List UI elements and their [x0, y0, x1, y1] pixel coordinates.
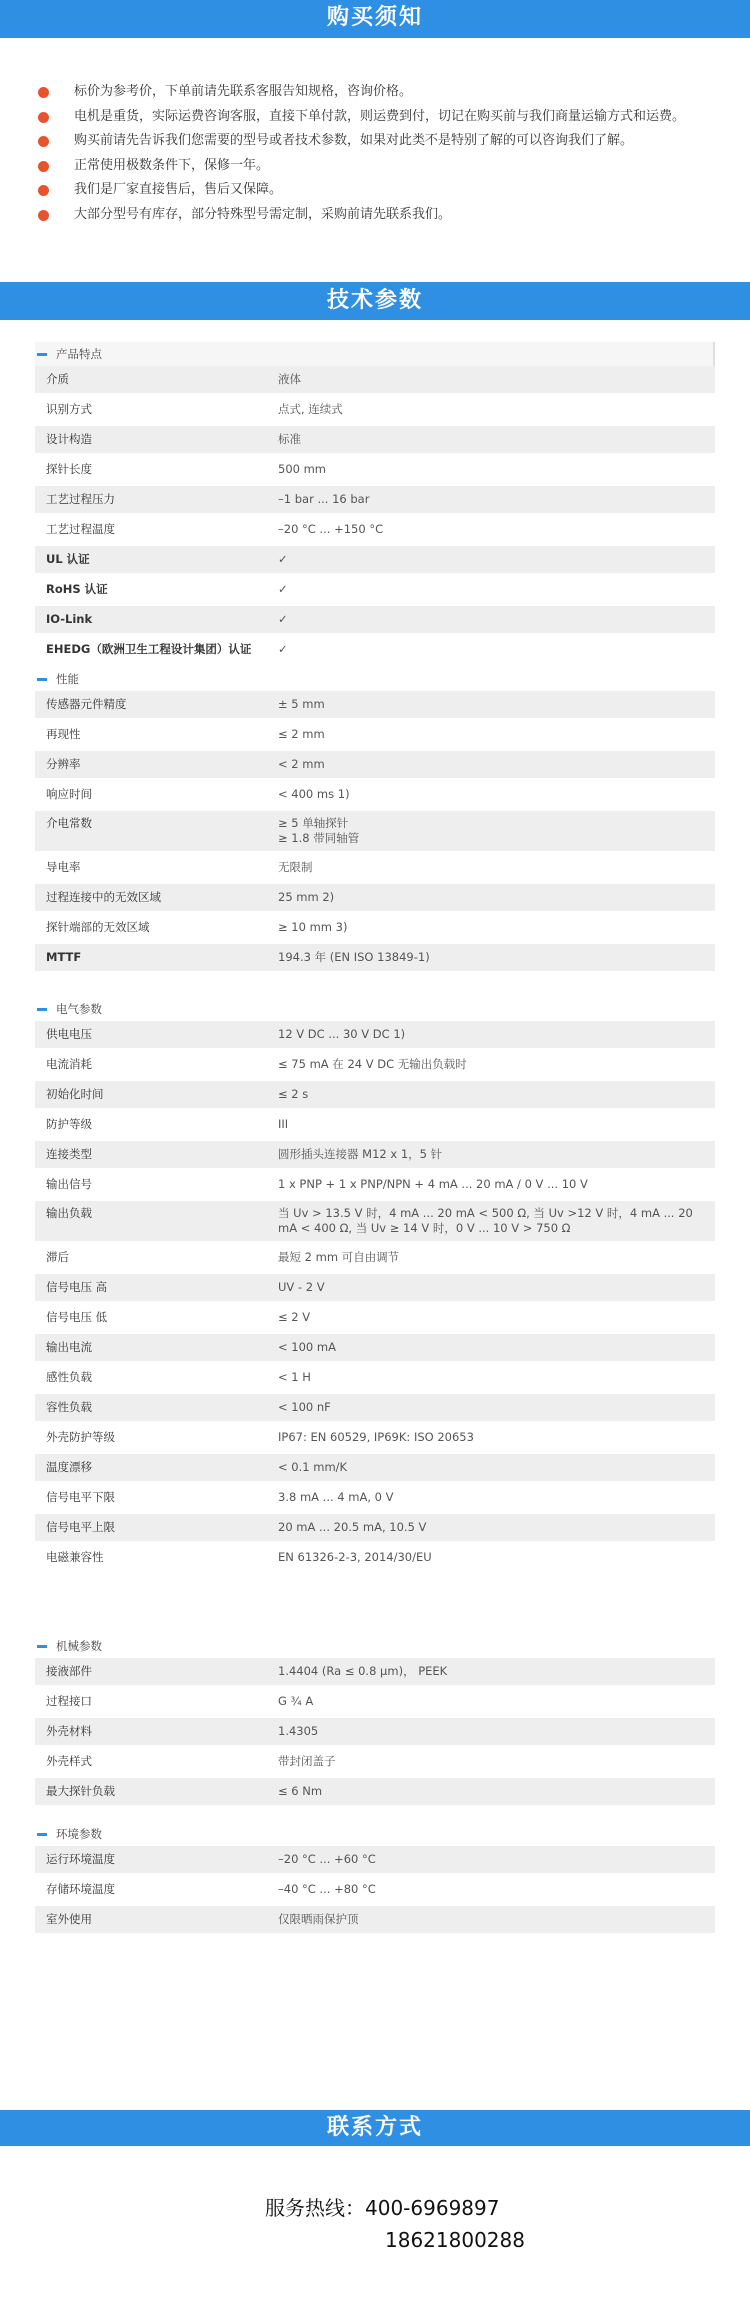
spec-row: [35, 1081, 715, 1108]
spec-key: 外壳样式: [46, 1754, 92, 1768]
spec-value-line: ± 5 mm: [278, 697, 325, 711]
spec-key: UL 认证: [46, 552, 90, 566]
spec-value: [278, 1484, 715, 1511]
spec-value: [278, 1514, 715, 1541]
spec-value: [278, 1201, 715, 1241]
spec-row: [35, 914, 715, 941]
hotline: [265, 2192, 499, 2221]
spec-value: [278, 781, 715, 808]
spec-row: [35, 1051, 715, 1078]
spec-value: [278, 884, 715, 911]
spec-value: [278, 1424, 715, 1451]
spec-row: [35, 396, 715, 423]
spec-row: [35, 1778, 715, 1805]
spec-value-line: 1.4305: [278, 1724, 319, 1738]
spec-value-line: 点式, 连续式: [278, 402, 343, 416]
spec-row: [35, 1484, 715, 1511]
spec-row: [35, 1424, 715, 1451]
spec-value-line: UV - 2 V: [278, 1280, 325, 1294]
spec-row: [35, 636, 715, 663]
spec-row: [35, 546, 715, 573]
spec-row: [35, 1021, 715, 1048]
spec-key: 感性负载: [46, 1370, 92, 1384]
spec-value-line: 仅限晒雨保护顶: [278, 1912, 359, 1926]
spec-row: [35, 576, 715, 603]
spec-row: [35, 1141, 715, 1168]
spec-value: [278, 1081, 715, 1108]
spec-value-line: 液体: [278, 372, 301, 386]
notice-item: [38, 154, 738, 179]
spec-key: 过程连接中的无效区域: [46, 890, 161, 904]
notice-item: [38, 178, 738, 203]
spec-value-line: –20 °C ... +150 °C: [278, 522, 384, 536]
phone-number-1: 400-6969897: [365, 2196, 500, 2220]
spec-row: [35, 944, 715, 971]
spec-row: [35, 721, 715, 748]
spec-row: [35, 1748, 715, 1775]
spec-value-line: ✓: [278, 582, 288, 596]
spec-value-line: ≤ 75 mA 在 24 V DC 无输出负载时: [278, 1057, 467, 1071]
spec-key: 工艺过程压力: [46, 492, 115, 506]
spec-value-line: 12 V DC ... 30 V DC 1): [278, 1027, 406, 1041]
section-performance: [35, 667, 715, 974]
spec-row: [35, 1111, 715, 1138]
spec-row: [35, 1906, 715, 1933]
spec-key: 介质: [46, 372, 69, 386]
spec-value-line: 圆形插头连接器 M12 x 1，5 针: [278, 1147, 443, 1161]
spec-value-line: 带封闭盖子: [278, 1754, 336, 1768]
spec-value: [278, 751, 715, 778]
spec-value-line: < 1 H: [278, 1370, 311, 1384]
notice-text: 标价为参考价，下单前请先联系客服告知规格，咨询价格。: [74, 84, 413, 99]
dash-icon: [37, 678, 47, 681]
spec-value-line: 25 mm 2): [278, 890, 335, 904]
spec-value-line: ≤ 6 Nm: [278, 1784, 323, 1798]
spec-key: MTTF: [46, 950, 82, 964]
spec-value-line: ✓: [278, 552, 288, 566]
bullet-dot-icon: [38, 112, 49, 123]
specs-banner: [0, 282, 750, 320]
notice-list: [38, 80, 738, 227]
spec-key: 最大探针负载: [46, 1784, 115, 1798]
spec-value-line: ✓: [278, 612, 288, 626]
spec-key: 介电常数: [46, 816, 92, 830]
spec-row: [35, 884, 715, 911]
spec-key: 滞后: [46, 1250, 69, 1264]
spec-key: 响应时间: [46, 787, 92, 801]
section-heading: [35, 1822, 715, 1846]
spec-value-line: EN 61326-2-3, 2014/30/EU: [278, 1550, 432, 1564]
section-title: 性能: [56, 672, 79, 686]
section-features: [35, 342, 715, 666]
notice-text: 正常使用极数条件下，保修一年。: [74, 157, 270, 173]
spec-row: [35, 751, 715, 778]
spec-value: [278, 691, 715, 718]
spec-value-line: ≥ 5 单轴探针: [278, 816, 349, 830]
spec-key: 设计构造: [46, 432, 92, 446]
spec-value-line: < 100 nF: [278, 1400, 331, 1414]
spec-row: [35, 1658, 715, 1685]
spec-value-line: ≥ 10 mm 3): [278, 920, 348, 934]
spec-row: [35, 1514, 715, 1541]
spec-row: [35, 1364, 715, 1391]
spec-value-line: 500 mm: [278, 462, 327, 476]
spec-value: [278, 1846, 715, 1873]
spec-row: [35, 1304, 715, 1331]
section-heading: [35, 342, 715, 366]
spec-value: [278, 1051, 715, 1078]
spec-key: 识别方式: [46, 402, 92, 416]
spec-value-line: –1 bar ... 16 bar: [278, 492, 370, 506]
spec-value-line: < 2 mm: [278, 757, 325, 771]
spec-value-line: III: [278, 1117, 289, 1131]
spec-row: [35, 691, 715, 718]
banner-title: 技术参数: [326, 288, 423, 313]
bullet-dot-icon: [38, 161, 49, 172]
spec-key: 室外使用: [46, 1912, 92, 1926]
spec-value: [278, 1334, 715, 1361]
spec-value: [278, 854, 715, 881]
spec-key: 温度漂移: [46, 1460, 92, 1474]
spec-value: [278, 636, 715, 663]
spec-value: [278, 366, 715, 393]
spec-value-line: 1.4404 (Ra ≤ 0.8 μm)， PEEK: [278, 1664, 448, 1678]
spec-row: [35, 486, 715, 513]
hotline-label: 服务热线：: [265, 2196, 365, 2220]
spec-row: [35, 1876, 715, 1903]
section-heading: [35, 997, 715, 1021]
spec-key: 输出负载: [46, 1206, 92, 1220]
spec-key: 容性负载: [46, 1400, 92, 1414]
spec-row: [35, 426, 715, 453]
spec-key: 传感器元件精度: [46, 697, 127, 711]
spec-value: [278, 1718, 715, 1745]
spec-key: 电磁兼容性: [46, 1550, 104, 1564]
spec-value: [278, 1876, 715, 1903]
section-mechanical: [35, 1634, 715, 1808]
spec-value: [278, 486, 715, 513]
spec-key: 探针长度: [46, 462, 92, 476]
spec-value-line: mA < 400 Ω, 当 Uv ≥ 14 V 时，0 V ... 10 V > 750 Ω: [278, 1221, 571, 1235]
phone-number-2: 18621800288: [385, 2228, 525, 2252]
spec-value-line: –40 °C ... +80 °C: [278, 1882, 376, 1896]
contact-banner: [0, 2110, 750, 2146]
spec-row: [35, 1334, 715, 1361]
spec-key: 导电率: [46, 860, 81, 874]
spec-value-line: ≤ 2 mm: [278, 727, 325, 741]
spec-value-line: 无限制: [278, 860, 313, 874]
spec-row: [35, 1718, 715, 1745]
spec-key: 信号电平上限: [46, 1520, 115, 1534]
notice-item: [38, 203, 738, 228]
spec-key: 防护等级: [46, 1117, 92, 1131]
spec-value-line: –20 °C ... +60 °C: [278, 1852, 376, 1866]
spec-row: [35, 1846, 715, 1873]
dash-icon: [37, 1645, 47, 1648]
spec-value-line: ✓: [278, 642, 288, 656]
spec-key: 初始化时间: [46, 1087, 104, 1101]
spec-value: [278, 606, 715, 633]
spec-row: [35, 1394, 715, 1421]
spec-key: 外壳防护等级: [46, 1430, 115, 1444]
spec-value-line: ≥ 1.8 带同轴管: [278, 831, 360, 845]
notice-text: 电机是重货，实际运费咨询客服，直接下单付款，则运费到付，切记在购买前与我们商量运输方式和运费。: [74, 108, 686, 124]
bullet-dot-icon: [38, 136, 49, 147]
banner-title: 联系方式: [326, 2115, 423, 2140]
spec-key: 电流消耗: [46, 1057, 92, 1071]
bullet-dot-icon: [38, 87, 49, 98]
spec-key: 供电电压: [46, 1027, 92, 1041]
spec-key: RoHS 认证: [46, 582, 108, 596]
section-title: 环境参数: [56, 1827, 102, 1841]
spec-key: 再现性: [46, 727, 81, 741]
section-heading: [35, 667, 715, 691]
spec-key: 输出电流: [46, 1340, 92, 1354]
spec-key: 信号电压 高: [46, 1280, 108, 1294]
spec-row: [35, 606, 715, 633]
spec-value-line: 1 x PNP + 1 x PNP/NPN + 4 mA ... 20 mA / 0 V ... 10 V: [278, 1177, 588, 1191]
spec-row: [35, 781, 715, 808]
section-electrical: [35, 997, 715, 1574]
spec-value-line: IP67: EN 60529, IP69K: ISO 20653: [278, 1430, 474, 1444]
spec-value-line: 194.3 年 (EN ISO 13849-1): [278, 950, 430, 964]
notice-item: [38, 129, 738, 154]
spec-key: 运行环境温度: [46, 1852, 115, 1866]
spec-value: [278, 1171, 715, 1198]
spec-value: [278, 396, 715, 423]
spec-value: [278, 1454, 715, 1481]
spec-value: [278, 456, 715, 483]
spec-row: [35, 516, 715, 543]
spec-key: 输出信号: [46, 1177, 92, 1191]
spec-row: [35, 1454, 715, 1481]
spec-value: [278, 721, 715, 748]
spec-row: [35, 1244, 715, 1271]
section-environment: [35, 1822, 715, 1936]
spec-value: [278, 914, 715, 941]
spec-value: [278, 1111, 715, 1138]
bullet-dot-icon: [38, 210, 49, 221]
spec-value-line: < 0.1 mm/K: [278, 1460, 348, 1474]
spec-row: [35, 1201, 715, 1241]
spec-value-line: < 400 ms 1): [278, 787, 350, 801]
spec-key: 接液部件: [46, 1664, 92, 1678]
section-title: 机械参数: [56, 1639, 102, 1653]
spec-key: 连接类型: [46, 1147, 92, 1161]
spec-key: 信号电平下限: [46, 1490, 115, 1504]
spec-value: [278, 546, 715, 573]
spec-key: 工艺过程温度: [46, 522, 115, 536]
spec-value-line: < 100 mA: [278, 1340, 336, 1354]
spec-value: [278, 1748, 715, 1775]
spec-value-line: 标准: [278, 432, 301, 446]
spec-value-line: G ¾ A: [278, 1694, 314, 1708]
section-title: 电气参数: [56, 1002, 102, 1016]
spec-key: 信号电压 低: [46, 1310, 108, 1324]
banner-title: 购买须知: [326, 5, 423, 30]
spec-value-line: 20 mA ... 20.5 mA, 10.5 V: [278, 1520, 427, 1534]
spec-value: [278, 1658, 715, 1685]
spec-value-line: 3.8 mA ... 4 mA, 0 V: [278, 1490, 394, 1504]
spec-value: [278, 944, 715, 971]
spec-key: 过程接口: [46, 1694, 92, 1708]
spec-row: [35, 854, 715, 881]
spec-value: [278, 1244, 715, 1271]
spec-value: [278, 1364, 715, 1391]
spec-row: [35, 1544, 715, 1571]
spec-value-line: ≤ 2 s: [278, 1087, 309, 1101]
spec-value-line: ≤ 2 V: [278, 1310, 311, 1324]
spec-value-line: 当 Uv > 13.5 V 时，4 mA ... 20 mA < 500 Ω, 当 Uv >12 V 时，4 mA ... 20: [278, 1206, 693, 1220]
spec-value: [278, 1274, 715, 1301]
spec-key: 探针端部的无效区域: [46, 920, 150, 934]
spec-value: [278, 1688, 715, 1715]
dash-icon: [37, 353, 47, 356]
section-heading: [35, 1634, 715, 1658]
spec-value: [278, 1141, 715, 1168]
notice-item: [38, 105, 738, 130]
notice-text: 大部分型号有库存，部分特殊型号需定制，采购前请先联系我们。: [74, 206, 452, 222]
spec-value: [278, 1021, 715, 1048]
bullet-dot-icon: [38, 185, 49, 196]
spec-key: 分辨率: [46, 757, 81, 771]
spec-value: [278, 1544, 715, 1571]
spec-value: [278, 576, 715, 603]
notice-item: [38, 80, 738, 105]
spec-value-line: 最短 2 mm 可自由调节: [278, 1250, 400, 1264]
spec-key: 存储环境温度: [46, 1882, 115, 1896]
spec-value: [278, 811, 715, 851]
spec-key: EHEDG（欧洲卫生工程设计集团）认证: [46, 642, 252, 656]
spec-row: [35, 811, 715, 851]
notice-text: 购买前请先告诉我们您需要的型号或者技术参数，如果对此类不是特别了解的可以咨询我们了解。: [74, 133, 634, 148]
spec-row: [35, 456, 715, 483]
spec-value: [278, 1778, 715, 1805]
dash-icon: [37, 1008, 47, 1011]
spec-row: [35, 366, 715, 393]
spec-value: [278, 1394, 715, 1421]
notice-text: 我们是厂家直接售后，售后又保障。: [74, 182, 283, 197]
spec-row: [35, 1688, 715, 1715]
spec-value: [278, 1304, 715, 1331]
spec-value: [278, 426, 715, 453]
dash-icon: [37, 1833, 47, 1836]
spec-row: [35, 1274, 715, 1301]
purchase-notice-banner: [0, 0, 750, 38]
spec-value: [278, 1906, 715, 1933]
spec-row: [35, 1171, 715, 1198]
spec-key: 外壳材料: [46, 1724, 92, 1738]
section-title: 产品特点: [56, 347, 102, 361]
spec-value: [278, 516, 715, 543]
spec-key: IO-Link: [46, 612, 93, 626]
